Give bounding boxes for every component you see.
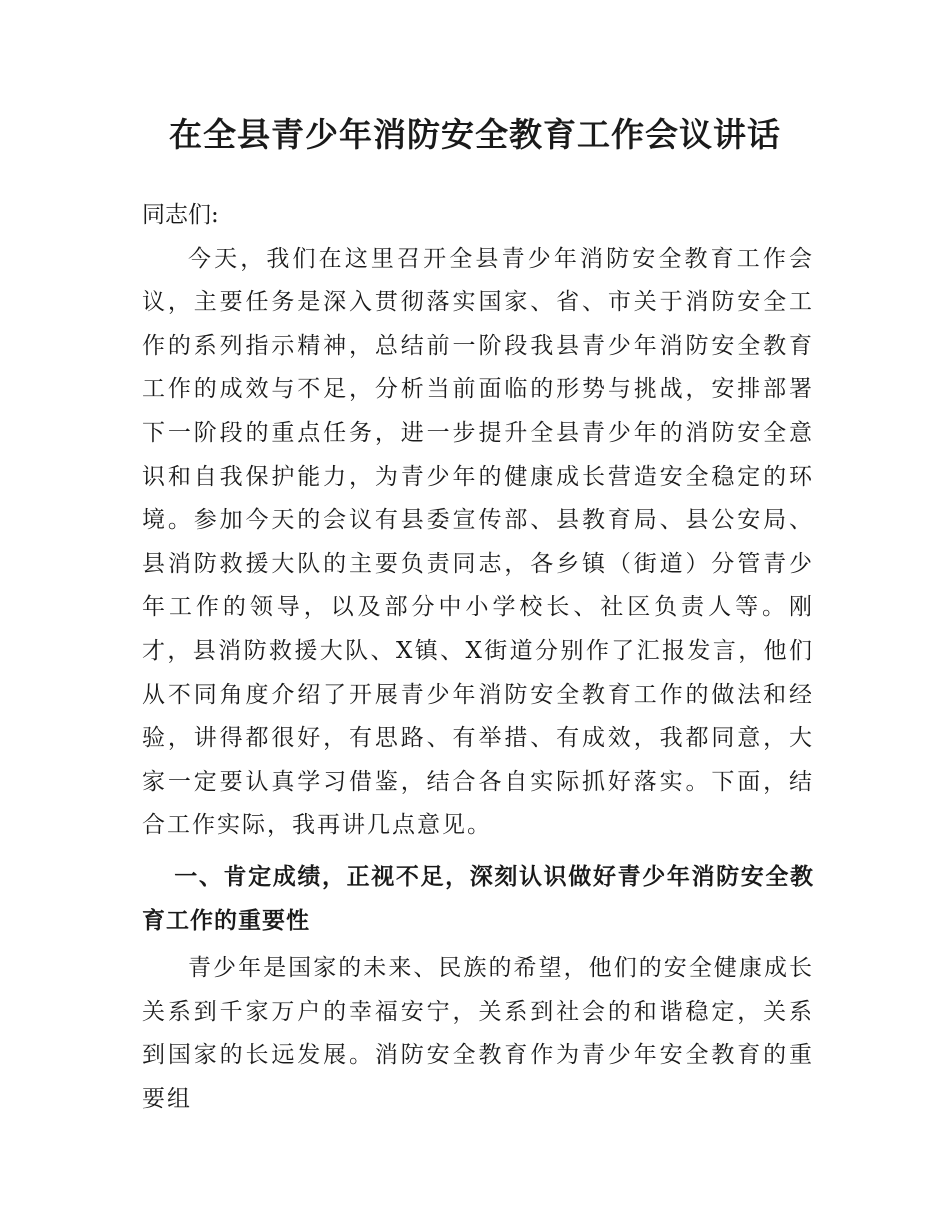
section-heading: 一、肯定成绩，正视不足，深刻认识做好青少年消防安全教育工作的重要性 (142, 863, 814, 934)
document-body (142, 194, 814, 1121)
section-paragraph: 青少年是国家的未来、民族的希望，他们的安全健康成长关系到千家万户的幸福安宁，关系到社会的和谐稳定，关系到国家的长远发展。消防安全教育作为青少年安全教育的重要组 (142, 955, 814, 1112)
intro-paragraph: 今天，我们在这里召开全县青少年消防安全教育工作会议，主要任务是深入贯彻落实国家、省、市关于消防安全工作的系列指示精神，总结前一阶段我县青少年消防安全教育工作的成效与不足，分析当前面临的形势与挑战，安排部署下一阶段的重点任务，进一步提升全县青少年的消防安全意识和自我保护能力，为青少年的健康成长营造安全稳定的环境。参加今天的会议有县委宣传部、县教育局、县公安局、县消防救援大队的主要负责同志，各乡镇（街道）分管青少年工作的领导，以及部分中小学校长、社区负责人等。刚才，县消防救援大队、X镇、X街道分别作了汇报发言，他们从不同角度介绍了开展青少年消防安全教育工作的做法和经验，讲得都很好，有思路、有举措、有成效，我都同意，大家一定要认真学习借鉴，结合各自实际抓好落实。下面，结合工作实际，我再讲几点意见。 (142, 245, 814, 839)
document-title: 在全县青少年消防安全教育工作会议讲话 (169, 115, 781, 154)
salutation: 同志们: (142, 202, 219, 228)
